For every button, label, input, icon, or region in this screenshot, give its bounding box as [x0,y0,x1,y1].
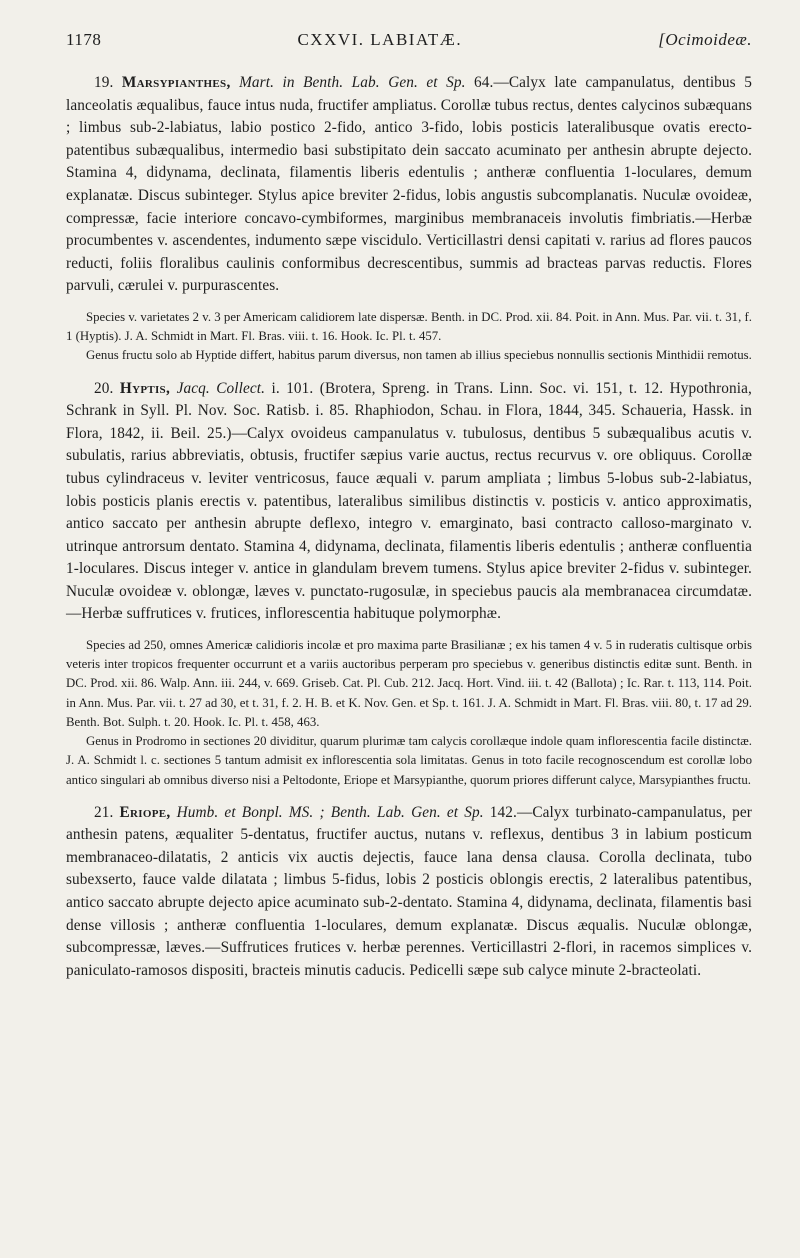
entry-description [66,72,752,298]
genus-entry-eriope [66,802,752,983]
entry-text: 142.—Calyx turbinato-campanulatus, per anthesin patens, æqualiter 5-dentatus, fructifer auctus, nutans v. reflexus, dentibus 3 in labium posticum membranaceo-dilatatis, 2 anticis vix auctis dejectis, fauce lana densa clausa. Corolla declinata, tubo subexserto, fauce valde dilatata ; limbus 5-fidus, lobis 2 posticis oblongis erectis, 2 lateralibus patentibus, antico saccato abrupte dejecto apice acuminato sub-2-dentato. Stamina 4, didynama, declinata, filamentis basi dense villosis ; antheræ confluentia 1-loculares, demum explanatæ. Discus æqualis. Nuculæ oblongæ, subcompressæ, læves.—Suffrutices frutices v. herbæ perennes. Verticillastri 2-flori, in racemos simplices v. paniculato-ramosos dispositi, bracteis minutis caducis. Pedicelli sæpe sub calyce minute 2-bracteolati. [66,803,752,979]
entry-description [66,378,752,627]
entry-number: 21. [94,803,114,821]
genus-name: Eriope, [119,803,171,821]
genus-note: Genus fructu solo ab Hyptide differt, habitus parum diversus, non tamen ab illius speciebus nonnullis sectionis Minthidii remotus. [86,348,752,363]
genus-entry-hyptis [66,378,752,627]
entry-notes [66,308,752,366]
entry-notes [66,636,752,790]
genus-entry-marsypianthes [66,72,752,298]
running-title: CXXVI. LABIATÆ. [297,30,463,49]
section-title: [Ocimoideæ. [658,30,752,49]
entry-description [66,802,752,983]
entry-text: i. 101. (Brotera, Spreng. in Trans. Linn. Soc. vi. 151, t. 12. Hypothronia, Schrank in Syll. Pl. Nov. Soc. Ratisb. i. 85. Rhaphiodon, Schau. in Flora, 1844, 345. Schaueria, Hassk. in Flora, 1842, ii. Beil. 25.)—Calyx ovoideus campanulatus v. tubulosus, dentibus 5 subæqualibus acutis v. subulatis, rarius abbreviatis, obtusis, fructifer sæpius varie auctus, rectus recurvus v. ore obliquus. Corollæ tubus cylindraceus v. leviter ventricosus, fauce æquali v. parum ampliata ; limbus 5-lobus sub-2-labiatus, lobis posticis planis erectis v. patentibus, lateralibus similibus distinctis v. posticis v. antico approximatis, antico saccato per anthesin abrupte deflexo, integro v. emarginato, basi contracto calloso-marginato v. utrinque antrorsum dentato. Stamina 4, didynama, declinata, filamentis liberis edentulis ; antheræ confluentia 1-loculares. Discus integer v. antice in glandulam brevem tumens. Stylus apice breviter 2-fidus v. subinteger. Nuculæ ovoideæ v. oblongæ, læves v. punctato-rugosulæ, in speciebus paucis ala membranacea circumdatæ.—Herbæ suffrutices v. frutices, inflorescentia habituque polymorphæ. [66,379,752,623]
authority: Mart. in Benth. Lab. Gen. et Sp. [239,74,466,91]
page-header [66,30,752,50]
genus-note: Genus in Prodromo in sectiones 20 dividitur, quarum plurimæ tam calycis corollæque indole quam inflorescentia facile distinctæ. J. A. Schmidt l. c. sectiones 5 tantum admisit ex inflorescentia sola limitatas. Genus in toto facile recognoscendum est corollæ lobo antico singulari ab omnibus diverso nisi a Peltodonte, Eriope et Marsypianthe, quorum priores differunt calyce, Marsypianthes fructu. [66,734,752,787]
species-note: Species ad 250, omnes Americæ calidioris incolæ et pro maxima parte Brasilianæ ; ex his tamen 4 v. 5 in ruderatis cultisque orbis veteris inter tropicos frequenter occurrunt et a variis auctoribus perperam pro speciebus v. generibus distinctis editæ sunt. Benth. in DC. Prod. xii. 86. Walp. Ann. iii. 244, v. 669. Griseb. Cat. Pl. Cub. 212. Jacq. Hort. Vind. iii. t. 42 (Ballota) ; Ic. Rar. t. 113, 114. Poit. in Ann. Mus. Par. vii. t. 27 ad 30, et t. 31, f. 2. H. B. et K. Nov. Gen. et Sp. t. 161. J. A. Schmidt in Mart. Fl. Bras. viii. 80, t. 17 ad 29. Benth. Bot. Sulph. t. 20. Hook. Ic. Pl. t. 458, 463. [66,638,752,729]
genus-name: Marsypianthes, [121,74,231,91]
authority: Humb. et Bonpl. MS. ; Benth. Lab. Gen. et Sp. [176,803,484,821]
entry-number: 19. [94,74,114,91]
entry-number: 20. [94,379,114,397]
genus-name: Hyptis, [119,379,171,397]
page-number: 1178 [66,30,102,49]
authority: Jacq. Collect. [176,379,266,397]
entry-text: 64.—Calyx late campanulatus, dentibus 5 lanceolatis æqualibus, fauce intus nuda, fructifer ampliatus. Corollæ tubus rectus, dentes calycinos subæquans ; limbus sub-2-labiatus, labio postico 2-fido, antico 3-fido, lobis posticis lateralibusque ovatis erecto-patentibus subæqualibus, intermedio basi substipitato dein saccato acuminato per anthesin abrupte dejecto. Stamina 4, didynama, declinata, filamentis liberis edentulis ; antheræ confluentia 1-loculares, demum explanatæ. Discus subinteger. Stylus apice breviter 2-fidus, lobis angustis subcomplanatis. Nuculæ ovoideæ, compressæ, facie interiore concavo-cymbiformes, marginibus membranaceis involutis fimbriatis.—Herbæ procumbentes v. ascendentes, indumento sæpe viscidulo. Verticillastri densi capitati v. rarius ad flores paucos reducti, foliis floralibus caulinis conformibus decrescentibus, summis ad bracteas parvas reductis. Flores parvuli, cærulei v. purpurascentes. [66,74,752,295]
species-note: Species v. varietates 2 v. 3 per Americam calidiorem late dispersæ. Benth. in DC. Prod. xii. 84. Poit. in Ann. Mus. Par. vii. t. 31, f. 1 (Hyptis). J. A. Schmidt in Mart. Fl. Bras. viii. t. 16. Hook. Ic. Pl. t. 457. [66,309,752,344]
